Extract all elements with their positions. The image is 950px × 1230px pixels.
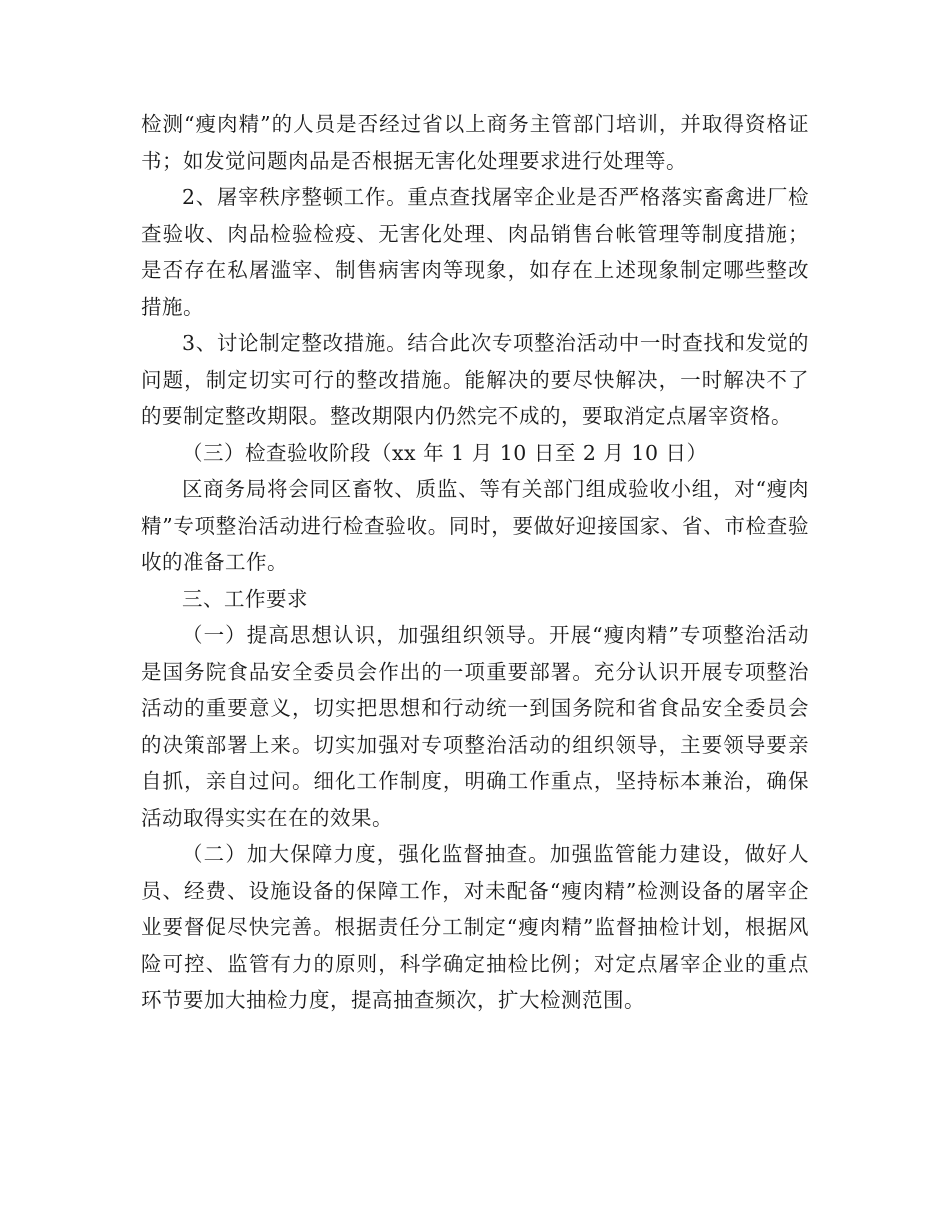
document-body (141, 106, 809, 1019)
section-heading-inspection: （三）检查验收阶段（xx 年 1 月 10 日至 2 月 10 日） (182, 440, 708, 465)
paragraph-7: （一）提高思想认识，加强组织领导。开展“瘦肉精”专项整治活动是国务院食品安全委员会作出的一项重要部署。充分认识开展专项整治活动的重要意义，切实把思想和行动统一到国务院和省食品安全委员会的决策部署上来。切实加强对专项整治活动的组织领导，主要领导要亲自抓，亲自过问。细化工作制度，明确工作重点，坚持标本兼治，确保活动取得实实在在的效果。 (141, 623, 809, 830)
paragraph-3: 3、讨论制定整改措施。结合此次专项整治活动中一时查找和发觉的问题，制定切实可行的整改措施。能解决的要尽快解决，一时解决不了的要制定整改期限。整改期限内仍然完不成的，要取消定点屠宰资格。 (141, 331, 809, 428)
paragraph-2: 2、屠宰秩序整顿工作。重点查找屠宰企业是否严格落实畜禽进厂检查验收、肉品检验检疫、无害化处理、肉品销售台帐管理等制度措施；是否存在私屠滥宰、制售病害肉等现象，如存在上述现象制定哪些整改措施。 (141, 185, 809, 319)
paragraph-1: 检测“瘦肉精”的人员是否经过省以上商务主管部门培训，并取得资格证书；如发觉问题肉品是否根据无害化处理要求进行处理等。 (141, 112, 809, 173)
paragraph-8: （二）加大保障力度，强化监督抽查。加强监管能力建设，做好人员、经费、设施设备的保障工作，对未配备“瘦肉精”检测设备的屠宰企业要督促尽快完善。根据责任分工制定“瘦肉精”监督抽检计划，根据风险可控、监管有力的原则，科学确定抽检比例；对定点屠宰企业的重点环节要加大抽检力度，提高抽查频次，扩大检测范围。 (141, 842, 809, 1012)
paragraph-5: 区商务局将会同区畜牧、质监、等有关部门组成验收小组，对“瘦肉精”专项整治活动进行检查验收。同时，要做好迎接国家、省、市检查验收的准备工作。 (141, 477, 809, 574)
section-heading-requirements: 三、工作要求 (182, 586, 308, 611)
